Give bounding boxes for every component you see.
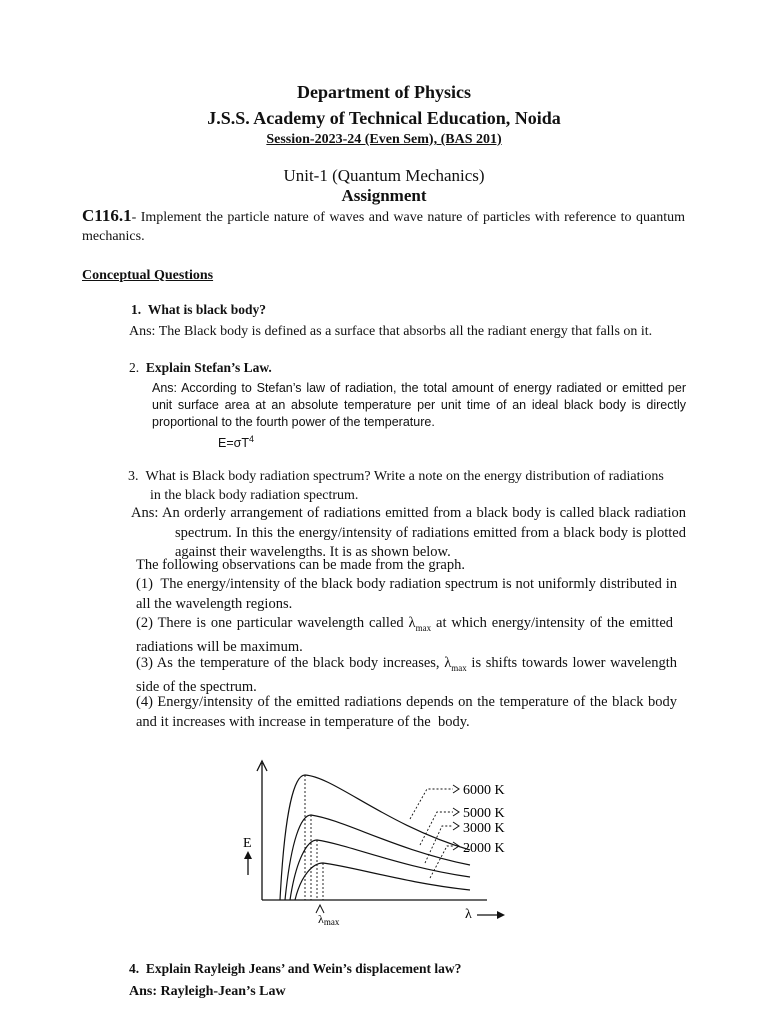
arrowhead-5000k	[453, 808, 459, 816]
course-outcome	[82, 206, 685, 246]
q3-answer: Ans: An orderly arrangement of radiations emitted from a black body is called black radiation spectrum. In this the energy/intensity of radiations emitted from a black body is plotted against their wavelengths. It is as shown below.	[131, 505, 686, 560]
e-arrow-head	[244, 851, 252, 859]
outcome-code: C116.1	[82, 206, 132, 225]
q3-question: 3. What is Black body radiation spectrum? Write a note on the energy distribution of radiations in the black body radiation spectrum.	[128, 469, 664, 503]
q2-number: 2.	[129, 360, 140, 375]
observation-4: (4) Energy/intensity of the emitted radiations depends on the temperature of the black body and it increases with increase in temperature of the body.	[136, 694, 677, 730]
label-5000k: 5000 K	[463, 806, 505, 821]
q2-title: Explain Stefan’s Law.	[145, 360, 272, 375]
session-line: Session-2023-24 (Even Sem), (BAS 201)	[266, 132, 502, 147]
stefan-formula: $E=\sigma T^4$	[218, 434, 255, 451]
leader-5000k	[420, 812, 453, 845]
curve-6000k	[280, 775, 470, 900]
label-2000k: 2000 K	[463, 841, 505, 856]
observation-2: (2) There is one particular wavelength called $\lambda_{max}$ at which energy/intensity of the emitted radiations will be maximum.	[136, 615, 673, 656]
q4-question: 4. Explain Rayleigh Jeans’ and Wein’s displacement law?	[129, 961, 462, 976]
arrowhead-3000k	[453, 822, 459, 830]
arrowhead-6000k	[453, 785, 459, 793]
section-title: Conceptual Questions	[82, 268, 214, 283]
q4-answer-heading: Ans: Rayleigh-Jean’s Law	[129, 984, 286, 999]
lambda-max-label: λmax	[318, 912, 340, 927]
outcome-text: - Implement the particle nature of waves and wave nature of particles with reference to quantum mechanics.	[82, 210, 685, 244]
assignment-title: Assignment	[341, 186, 427, 205]
blackbody-spectrum-graph	[225, 745, 545, 930]
leader-6000k	[410, 789, 453, 819]
observation-3: (3) As the temperature of the black body increases, $\lambda_{max}$ is shifts towards lower wavelength side of the spectrum.	[136, 655, 677, 696]
q2-answer: Ans: According to Stefan’s law of radiation, the total amount of energy radiated or emitted per unit surface area at an absolute temperature per unit time of an ideal black body is directly proportional to the fourth power of the temperature.	[152, 381, 686, 429]
department-title: Department of Physics	[297, 82, 471, 102]
institute-title: J.S.S. Academy of Technical Education, Noida	[207, 108, 561, 128]
q1-question: 1. What is black body?	[131, 302, 267, 317]
label-3000k: 3000 K	[463, 821, 505, 836]
label-6000k: 6000 K	[463, 783, 505, 798]
q1-answer: Ans: The Black body is defined as a surface that absorbs all the radiant energy that falls on it.	[129, 324, 653, 339]
x-axis-label: λ	[465, 907, 472, 922]
curve-5000k	[285, 815, 470, 900]
curve-2000k	[295, 863, 470, 900]
observation-1: (1) The energy/intensity of the black body radiation spectrum is not uniformly distributed in all the wavelength regions.	[136, 576, 677, 612]
q3-intro: The following observations can be made from the graph.	[136, 557, 465, 573]
unit-title: Unit-1 (Quantum Mechanics)	[283, 166, 485, 185]
y-axis-label: E	[243, 836, 252, 851]
lambda-arrow-head	[497, 911, 505, 919]
q2-question	[129, 360, 272, 376]
